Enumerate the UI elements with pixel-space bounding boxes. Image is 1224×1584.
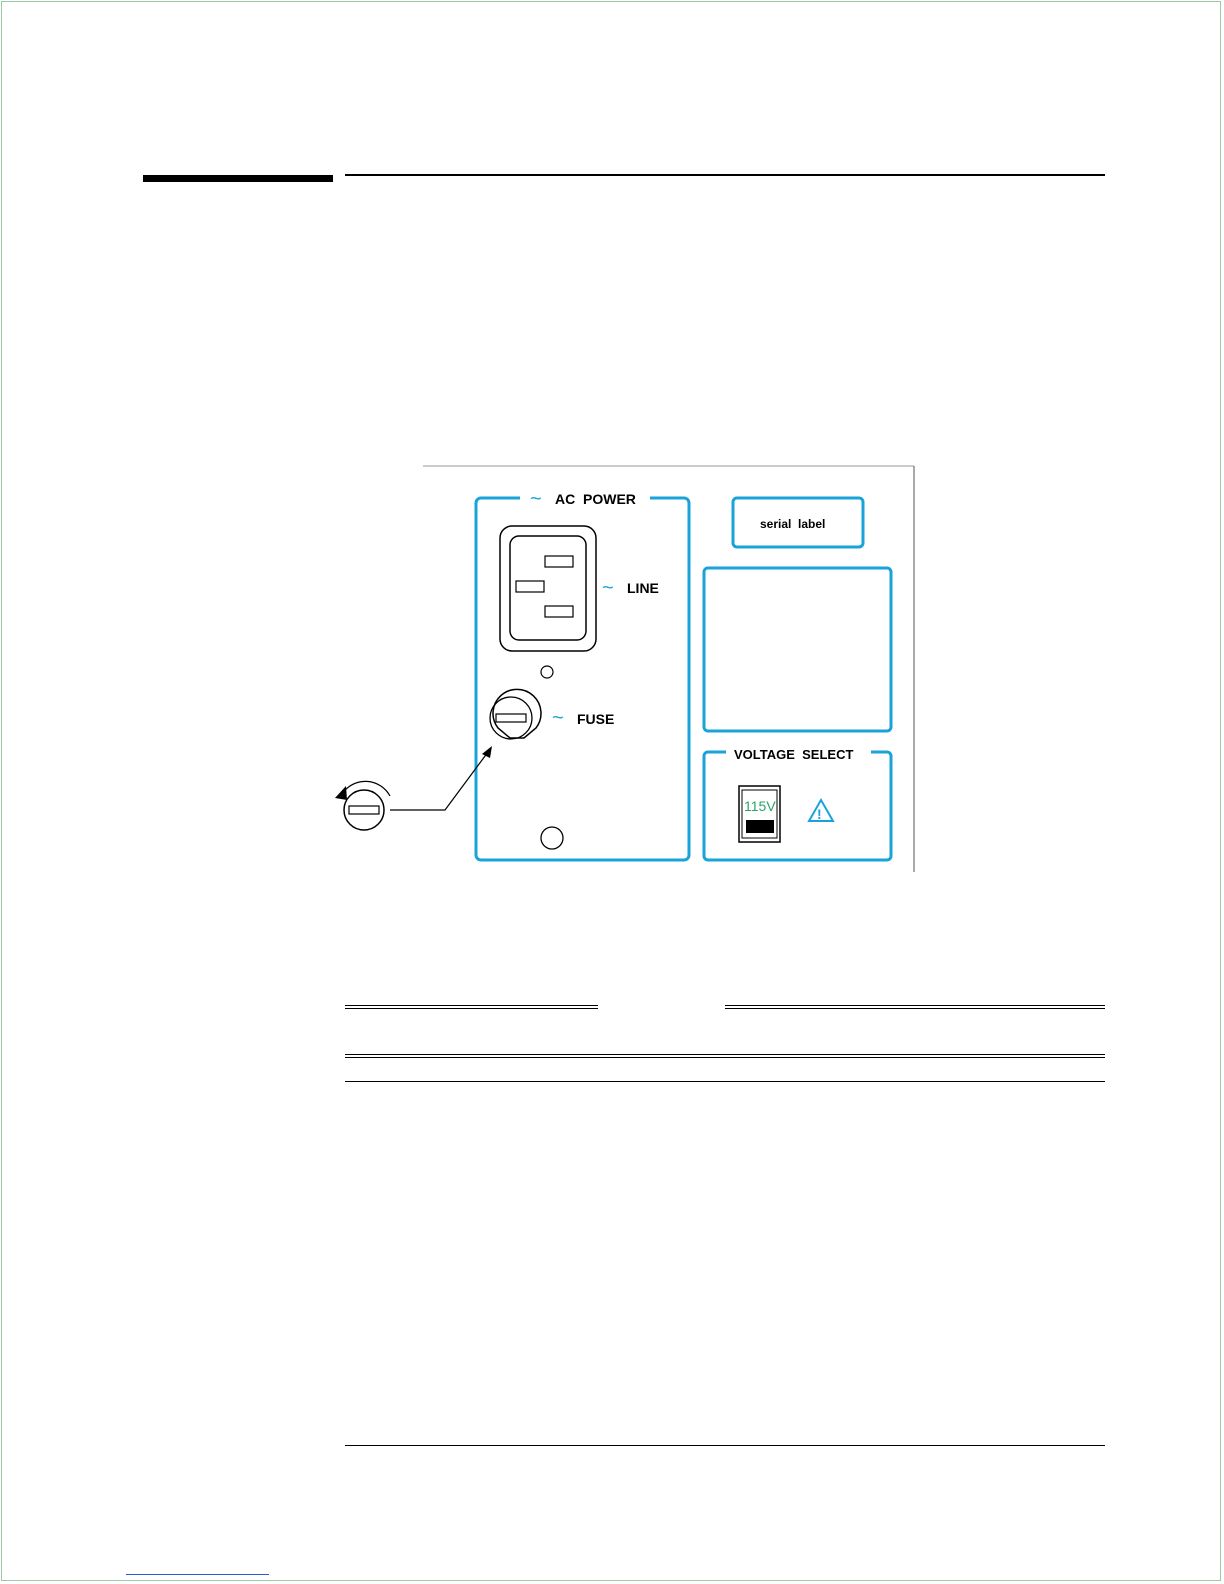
fuse-cap-slot — [349, 806, 379, 814]
ac-power-label: AC POWER — [555, 491, 636, 507]
voltage-switch-slider — [746, 820, 774, 833]
rule-mid-double — [345, 1054, 1105, 1058]
fuse-leader-line — [390, 752, 488, 810]
line-inlet-inner — [510, 536, 586, 640]
line-inlet-outer — [500, 526, 596, 651]
blank-label-box — [704, 568, 891, 731]
warning-exclamation: ! — [817, 806, 822, 822]
rule-right-double — [725, 1005, 1105, 1009]
voltage-value: 115V — [744, 798, 776, 814]
rotate-arrow-head — [335, 786, 347, 800]
line-pin-top — [545, 556, 573, 567]
line-label: LINE — [627, 580, 659, 596]
rule-bottom — [345, 1445, 1105, 1446]
voltage-switch-frame — [739, 786, 780, 842]
rear-panel-drawing — [330, 460, 930, 880]
ac-power-tilde-icon: ~ — [530, 488, 542, 510]
rule-thin-1 — [345, 1081, 1105, 1082]
fuse-cap-detail — [344, 790, 384, 830]
footer-link-underline[interactable] — [126, 1574, 269, 1575]
ac-power-box — [476, 498, 689, 860]
rear-panel-figure — [330, 460, 930, 880]
header-thin-rule — [345, 174, 1105, 176]
serial-label: serial label — [760, 517, 826, 531]
line-pin-bottom — [545, 606, 573, 617]
header-thick-rule — [143, 175, 333, 182]
voltage-select-label: VOLTAGE SELECT — [734, 747, 854, 762]
rotate-arc — [342, 781, 390, 796]
fuse-label: FUSE — [577, 711, 615, 727]
fuse-tilde-icon: ~ — [552, 707, 564, 729]
line-pin-ground — [516, 581, 544, 592]
voltage-select-box — [704, 752, 891, 860]
rule-left-double — [345, 1005, 598, 1009]
panel-mount-hole — [541, 827, 563, 849]
fuse-slot — [496, 714, 526, 722]
fuse-leader-arrow — [482, 746, 492, 758]
line-tilde-icon: ~ — [602, 577, 614, 599]
inlet-screw-hole — [541, 666, 553, 678]
